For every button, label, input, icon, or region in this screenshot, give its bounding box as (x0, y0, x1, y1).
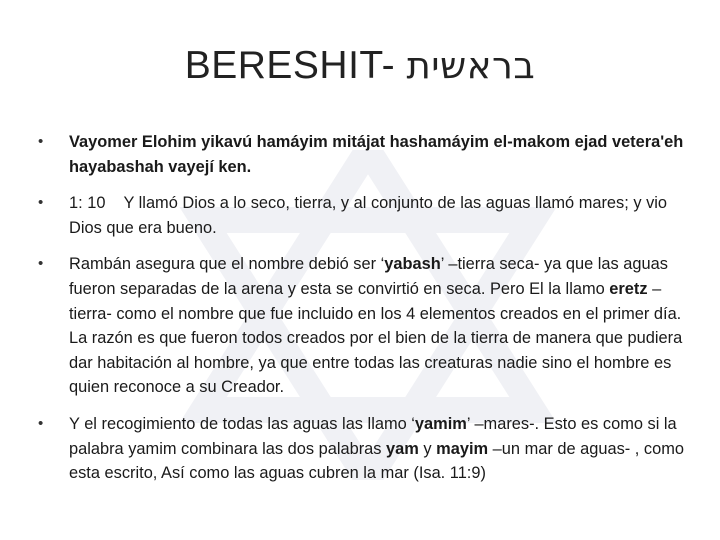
bullet-text: –tierra- como el nombre que fue incluido en los 4 elementos creados en el primer día. La razón es que fueron todos creados por el bien de la tierra de manera que pudiera dar habitación al hombre, ya que entre todas las creaturas nadie sino el hombre es quien reconoce a su Creador. (69, 279, 683, 397)
bullet-dot-icon: • (38, 133, 44, 150)
bullet-text: y (418, 439, 437, 458)
bullet-item (38, 412, 698, 486)
bullet-dot-icon: • (38, 194, 44, 212)
title-latin: BERESHIT- (184, 44, 396, 87)
bullet-list (38, 130, 698, 498)
bullet-item (38, 191, 698, 240)
bullet-item (38, 252, 698, 400)
page-title (0, 44, 720, 88)
bold-term: eretz (609, 279, 648, 298)
bold-term: yamim (414, 414, 467, 433)
bullet-text: Y llamó Dios a lo seco, tierra, y al conjunto de las aguas llamó mares; y vio Dios que era bueno. (69, 194, 668, 237)
bullet-dot-icon: • (38, 255, 44, 273)
bullet-text: –un mar de aguas- , como esta escrito, Así como las aguas cubren la mar (Isa. 11:9) (69, 439, 684, 483)
bullet-text: ’ –mares-. Esto es como si la palabra yamim combinara las dos palabras (69, 414, 677, 458)
title-hebrew: בראשית (406, 44, 536, 87)
bullet-text: ’ –tierra seca- ya que las aguas fueron separadas de la arena y esta se convirtió en seca. Pero El la llamo (69, 255, 668, 298)
bullet-item (38, 130, 698, 179)
bold-term: yabash (384, 255, 441, 274)
bullet-text: Vayomer Elohim yikavú hamáyim mitájat hashamáyim el-makom ejad vetera'eh hayabashah vayejí ken. (69, 133, 684, 176)
verse-reference: 1: 10 (69, 194, 106, 213)
bullet-text: Rambán asegura que el nombre debió ser ‘ (69, 255, 385, 274)
bold-term: yam (386, 439, 419, 458)
bullet-text: Y el recogimiento de todas las aguas las llamo ‘ (69, 414, 415, 433)
bullet-dot-icon: • (38, 414, 44, 432)
bold-term: mayim (436, 439, 489, 458)
